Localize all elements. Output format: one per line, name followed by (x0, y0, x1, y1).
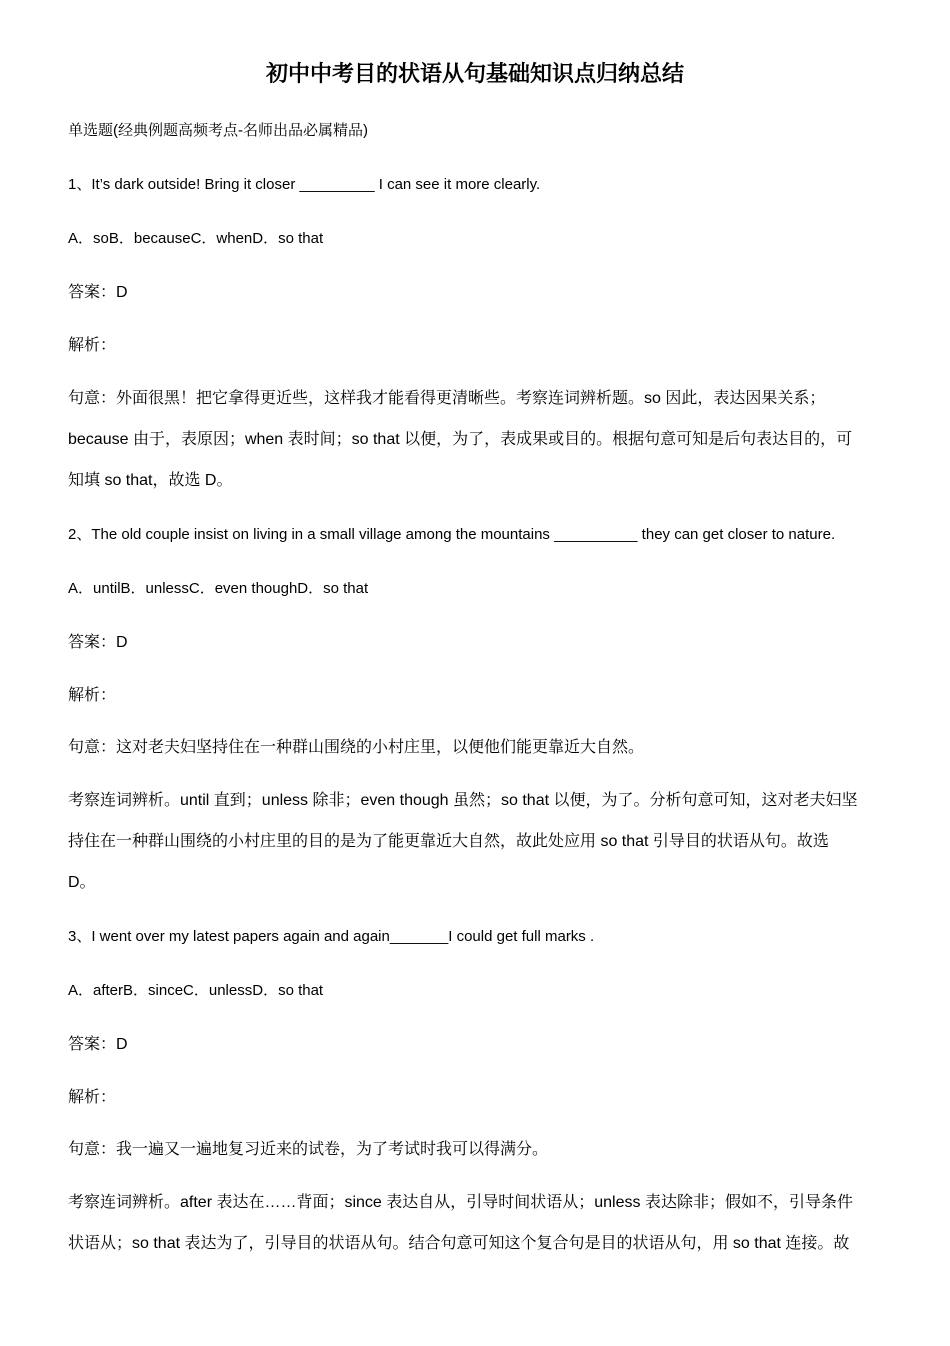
question-3-analysis-line: 状语从；so that 表达为了，引导目的状语从句。结合句意可知这个复合句是目的状语从句，用 so that 连接。故 (68, 1235, 850, 1252)
question-2-analysis-line: 持住在一种群山围绕的小村庄里的目的是为了能更靠近大自然，故此处应用 so that 引导目的状语从句。故选 (68, 833, 829, 850)
question-2-analysis-line: 考察连词辨析。until 直到；unless 除非；even though 虽然；so that 以便，为了。分析句意可知，这对老夫妇坚 (68, 792, 858, 809)
question-1-analysis-line: 知填 so that，故选 D。 (68, 472, 233, 489)
section-heading: 单选题(经典例题高频考点-名师出品必属精品) (68, 122, 368, 139)
question-3-analysis-line: 考察连词辨析。after 表达在……背面；since 表达自从，引导时间状语从；unless 表达除非；假如不，引导条件 (68, 1194, 853, 1211)
question-1-analysis-line: 句意：外面很黑！把它拿得更近些，这样我才能看得更清晰些。考察连词辨析题。so 因此，表达因果关系； (68, 390, 826, 407)
question-2-answer: 答案：D (68, 634, 128, 651)
question-3-options: A．afterB．sinceC．unlessD．so that (68, 982, 324, 999)
question-3-stem: 3、I went over my latest papers again and again_______I could get full marks . (68, 928, 595, 945)
question-2-meaning: 句意：这对老夫妇坚持住在一种群山围绕的小村庄里，以便他们能更靠近大自然。 (68, 739, 645, 756)
page-title: 初中中考目的状语从句基础知识点归纳总结 (265, 61, 684, 86)
question-1-analysis-label: 解析： (68, 337, 117, 354)
question-1-options: A．soB．becauseC．whenD．so that (68, 230, 324, 247)
question-1-answer: 答案：D (68, 284, 128, 301)
question-2-options: A．untilB．unlessC．even thoughD．so that (68, 580, 369, 597)
question-3-meaning: 句意：我一遍又一遍地复习近来的试卷，为了考试时我可以得满分。 (68, 1141, 549, 1158)
question-1-stem: 1、It’s dark outside! Bring it closer _________ I can see it more clearly. (68, 176, 541, 193)
question-1-analysis-line: because 由于，表原因；when 表时间；so that 以便，为了，表成果或目的。根据句意可知是后句表达目的，可 (68, 431, 853, 448)
question-2-analysis-line: D。 (68, 874, 96, 891)
question-2-stem: 2、The old couple insist on living in a small village among the mountains __________ they can get closer to nature. (68, 526, 836, 543)
question-2-analysis-label: 解析： (68, 687, 117, 704)
question-3-answer: 答案：D (68, 1036, 128, 1053)
question-3-analysis-label: 解析： (68, 1089, 117, 1106)
